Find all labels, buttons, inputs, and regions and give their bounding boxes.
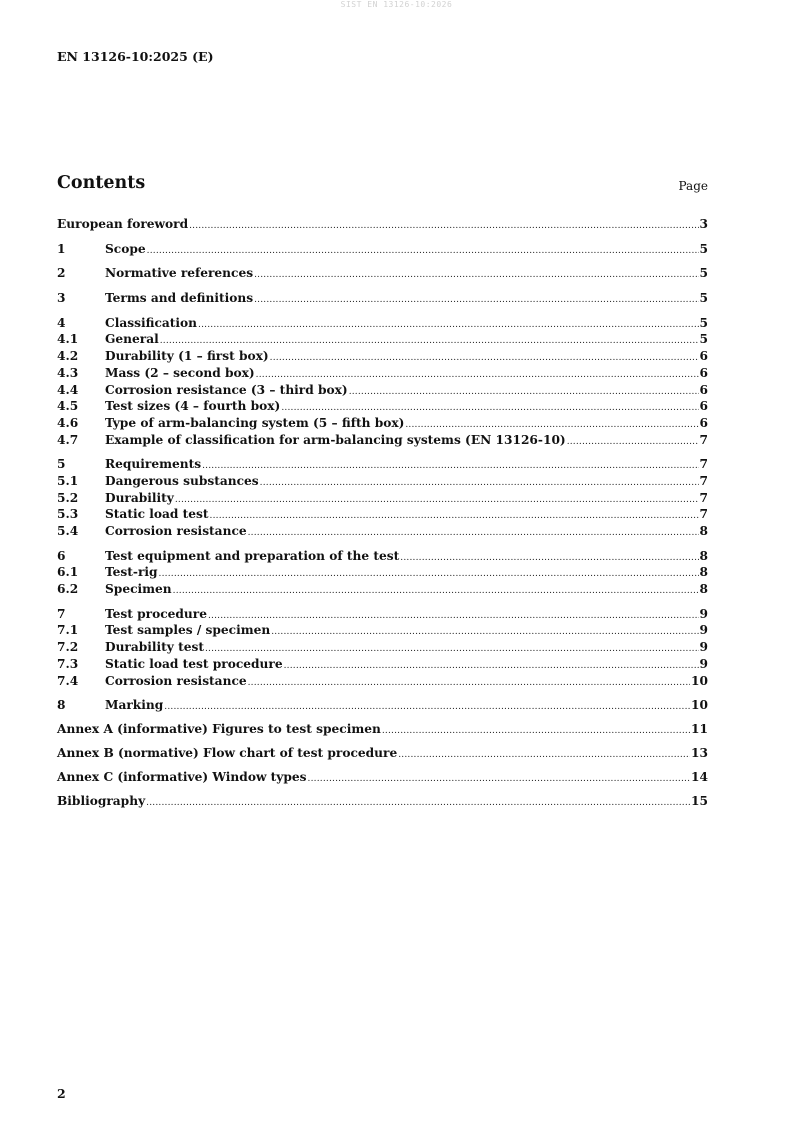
toc-entry[interactable] — [57, 398, 708, 415]
toc-entry-title: Corrosion resistance — [105, 524, 247, 538]
toc-entry-number: 4.2 — [57, 349, 79, 364]
toc-entry[interactable] — [57, 382, 708, 399]
dot-leader — [248, 675, 690, 692]
toc-entry[interactable] — [57, 523, 708, 540]
dot-leader — [260, 475, 699, 492]
toc-entry-title: Normative references — [105, 266, 254, 281]
dot-leader — [147, 243, 699, 260]
dot-leader — [189, 218, 698, 235]
toc-entry-page: 15 — [691, 794, 708, 809]
toc-entry[interactable] — [57, 365, 708, 382]
dot-leader — [284, 658, 699, 675]
toc-entry-title: European foreword — [57, 217, 189, 231]
toc-entry[interactable] — [57, 290, 708, 307]
toc-entry-number: 5.3 — [57, 507, 79, 522]
toc-entry-page: 13 — [691, 746, 708, 761]
toc-entry[interactable] — [57, 622, 708, 639]
toc-entry-title: Test-rig — [105, 565, 158, 580]
toc-entry-number: 7.2 — [57, 640, 79, 655]
page-number: 2 — [57, 1086, 66, 1101]
toc-entry-number: 4.7 — [57, 432, 79, 447]
toc-entry[interactable] — [57, 745, 708, 762]
toc-entry-page: 6 — [699, 415, 708, 430]
dot-leader — [254, 292, 698, 309]
toc-entry[interactable] — [57, 548, 708, 565]
toc-entry-page: 7 — [699, 507, 708, 522]
toc-entry[interactable] — [57, 331, 708, 348]
toc-entry-title: Test equipment and preparation of the test — [105, 548, 400, 563]
toc-entry-title: Specimen — [105, 582, 172, 597]
toc-entry-title: Durability test — [105, 640, 204, 655]
dot-leader — [208, 608, 699, 625]
toc-entry-page: 7 — [699, 490, 708, 505]
toc-entry-page: 5 — [699, 241, 708, 256]
toc-entry[interactable] — [57, 315, 708, 332]
dot-leader — [159, 566, 699, 583]
toc-entry-title: Durability — [105, 490, 174, 505]
toc-entry[interactable] — [57, 216, 708, 233]
toc-entry[interactable] — [57, 581, 708, 598]
table-of-contents — [57, 216, 708, 810]
toc-entry-title: Annex C (informative) Window types — [57, 770, 307, 785]
toc-entry-title: Corrosion resistance (3 – third box) — [105, 382, 348, 397]
dot-leader — [164, 699, 690, 716]
toc-entry[interactable] — [57, 265, 708, 282]
toc-entry-title: Annex B (normative) Flow chart of test procedure — [57, 746, 398, 761]
dot-leader — [270, 350, 699, 367]
toc-entry-title: Static load test procedure — [105, 656, 283, 671]
dot-leader — [202, 458, 698, 475]
toc-entry[interactable] — [57, 656, 708, 673]
toc-entry[interactable] — [57, 639, 708, 656]
toc-entry-page: 8 — [699, 524, 708, 538]
toc-entry-number: 4.4 — [57, 382, 79, 397]
toc-entry-page: 7 — [699, 473, 708, 488]
toc-entry-page: 10 — [691, 673, 708, 688]
toc-entry-title: Type of arm-balancing system (5 – fifth box) — [105, 415, 405, 430]
dot-leader — [173, 583, 699, 600]
toc-entry-page: 5 — [699, 332, 708, 347]
toc-entry[interactable] — [57, 241, 708, 258]
toc-entry-page: 7 — [699, 432, 708, 447]
toc-entry-title: Requirements — [105, 457, 202, 472]
toc-entry[interactable] — [57, 415, 708, 432]
toc-entry-title: Terms and definitions — [105, 291, 254, 306]
toc-entry-number: 5.1 — [57, 473, 79, 488]
toc-entry-page: 10 — [691, 698, 708, 713]
toc-entry[interactable] — [57, 697, 708, 714]
dot-leader — [210, 508, 699, 525]
toc-entry[interactable] — [57, 793, 708, 810]
toc-entry-page: 3 — [699, 217, 708, 231]
document-id: EN 13126-10:2025 (E) — [57, 49, 214, 64]
toc-entry-number: 4 — [57, 315, 66, 330]
toc-entry-number: 4.6 — [57, 415, 79, 430]
toc-entry-number: 6.2 — [57, 582, 79, 597]
toc-entry-number: 2 — [57, 266, 66, 281]
toc-entry-number: 8 — [57, 698, 66, 713]
dot-leader — [248, 525, 699, 542]
toc-entry[interactable] — [57, 490, 708, 507]
toc-entry-page: 6 — [699, 349, 708, 364]
toc-entry-title: General — [105, 332, 159, 347]
toc-entry-number: 5.4 — [57, 524, 79, 538]
toc-entry-page: 5 — [699, 266, 708, 281]
toc-entry-number: 7.3 — [57, 656, 79, 671]
dot-leader — [567, 434, 699, 451]
toc-entry-page: 9 — [699, 623, 708, 638]
toc-entry-title: Dangerous substances — [105, 473, 259, 488]
dot-leader — [175, 492, 699, 509]
toc-entry-number: 6 — [57, 548, 66, 563]
toc-entry-number: 5.2 — [57, 490, 79, 505]
toc-entry-title: Corrosion resistance — [105, 673, 247, 688]
toc-entry[interactable] — [57, 721, 708, 738]
toc-entry-number: 7 — [57, 606, 66, 621]
toc-entry[interactable] — [57, 606, 708, 623]
toc-entry-title: Test procedure — [105, 606, 207, 621]
toc-entry-title: Bibliography — [57, 794, 146, 809]
toc-entry-page: 6 — [699, 365, 708, 380]
toc-entry-page: 11 — [691, 722, 708, 737]
toc-entry-title: Example of classification for arm-balancing systems (EN 13126-10) — [105, 432, 566, 447]
toc-entry-number: 6.1 — [57, 565, 79, 580]
toc-entry[interactable] — [57, 564, 708, 581]
dot-leader — [146, 795, 690, 812]
toc-entry-number: 5 — [57, 457, 66, 472]
toc-entry-page: 14 — [691, 770, 708, 785]
toc-entry-page: 8 — [699, 582, 708, 597]
toc-entry[interactable] — [57, 456, 708, 473]
dot-leader — [400, 550, 698, 567]
toc-entry-number: 4.5 — [57, 399, 79, 414]
toc-entry[interactable] — [57, 473, 708, 490]
toc-entry-number: 4.1 — [57, 332, 79, 347]
toc-entry-title: Static load test — [105, 507, 209, 522]
toc-entry-page: 6 — [699, 382, 708, 397]
toc-entry-title: Mass (2 – second box) — [105, 365, 255, 380]
toc-entry-page: 7 — [699, 457, 708, 472]
toc-entry-number: 7.4 — [57, 673, 79, 688]
toc-entry-title: Marking — [105, 698, 164, 713]
toc-entry-page: 6 — [699, 399, 708, 414]
toc-entry-title: Annex A (informative) Figures to test specimen — [57, 722, 381, 737]
toc-entry-page: 8 — [699, 565, 708, 580]
dot-leader — [398, 747, 690, 764]
page-column-label: Page — [678, 179, 708, 193]
toc-entry-page: 5 — [699, 291, 708, 306]
toc-entry[interactable] — [57, 432, 708, 449]
toc-entry-page: 8 — [699, 548, 708, 563]
toc-entry[interactable] — [57, 348, 708, 365]
watermark: SIST EN 13126-10:2026 — [340, 0, 453, 9]
toc-entry-page: 9 — [699, 656, 708, 671]
toc-entry[interactable] — [57, 506, 708, 523]
toc-entry-title: Scope — [105, 241, 146, 256]
toc-entry-number: 4.3 — [57, 365, 79, 380]
toc-entry-title: Classification — [105, 315, 198, 330]
toc-entry-page: 5 — [699, 315, 708, 330]
toc-entry-title: Durability (1 – first box) — [105, 349, 269, 364]
dot-leader — [308, 771, 691, 788]
toc-entry-number: 3 — [57, 291, 66, 306]
dot-leader — [349, 384, 699, 401]
dot-leader — [382, 723, 690, 740]
dot-leader — [271, 624, 698, 641]
toc-entry[interactable] — [57, 769, 708, 786]
contents-title: Contents — [57, 173, 146, 193]
toc-entry[interactable] — [57, 673, 708, 690]
toc-entry-title: Test sizes (4 – fourth box) — [105, 399, 281, 414]
toc-entry-number: 1 — [57, 241, 66, 256]
toc-entry-page: 9 — [699, 640, 708, 655]
dot-leader — [198, 317, 699, 334]
dot-leader — [254, 267, 698, 284]
toc-entry-page: 9 — [699, 606, 708, 621]
toc-entry-number: 7.1 — [57, 623, 79, 638]
toc-entry-title: Test samples / specimen — [105, 623, 271, 638]
